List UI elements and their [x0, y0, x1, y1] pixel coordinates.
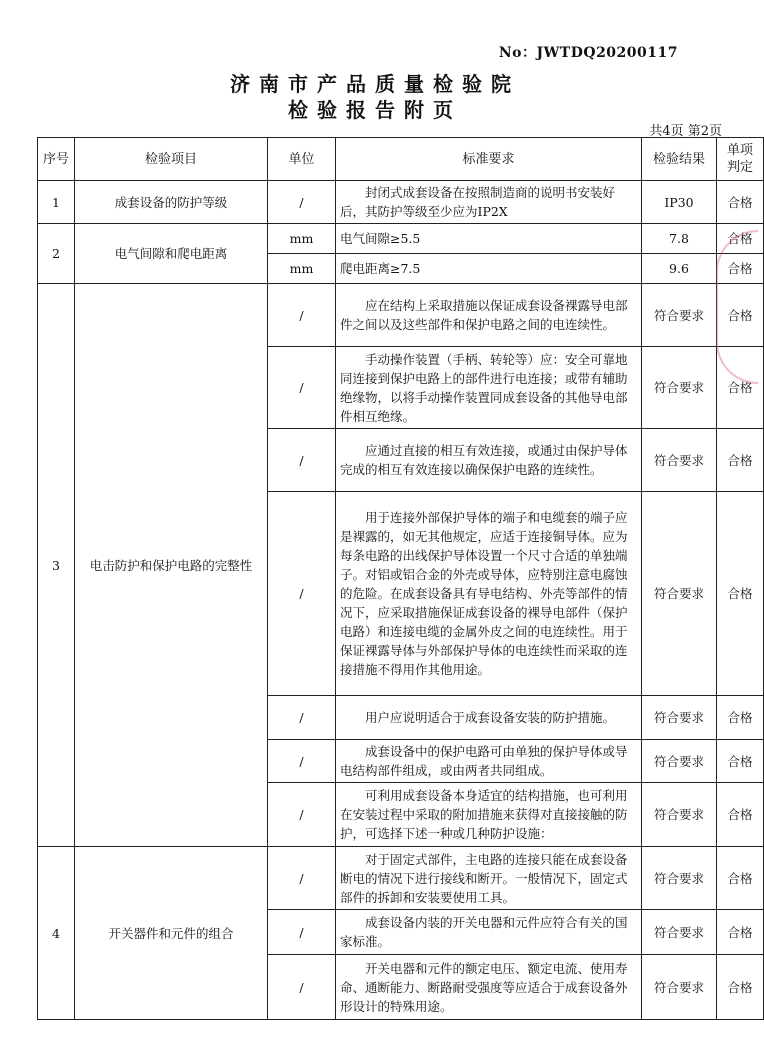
row-requirement: 应在结构上采取措施以保证成套设备裸露导电部件之间以及这些部件和保护电路之间的电连续性。: [336, 284, 642, 347]
table-row: [38, 181, 764, 224]
row-unit: /: [268, 847, 336, 910]
row-requirement: 用于连接外部保护导体的端子和电缆套的端子应是裸露的，如无其他规定，应适于连接铜导体。应为每条电路的出线保护导体设置一个尺寸合适的单独端子。对铝或铝合金的外壳或导体，应特别注意电腐蚀的危险。在成套设备具有导电结构、外壳等部件的情况下，应采取措施保证成套设备的裸导电部件（保护电路）和连接电缆的金属外皮之间的电连续性。用于保证裸露导体与外部保护导体的电连续性而采取的连接措施不得用作其他用途。: [336, 492, 642, 696]
row-result: 符合要求: [642, 429, 717, 492]
row-result: 符合要求: [642, 492, 717, 696]
row-requirement: 封闭式成套设备在按照制造商的说明书安装好后，其防护等级至少应为IP2X: [336, 181, 642, 224]
col-header-unit: 单位: [268, 138, 336, 181]
col-header-item: 检验项目: [75, 138, 268, 181]
row-result: 符合要求: [642, 910, 717, 955]
row-verdict: 合格: [717, 492, 764, 696]
report-number: No：JWTDQ20200117: [498, 45, 678, 61]
col-header-result: 检验结果: [642, 138, 717, 181]
col-header-requirement: 标准要求: [336, 138, 642, 181]
row-item: 开关器件和元件的组合: [75, 847, 268, 1020]
row-item: 电击防护和保护电路的完整性: [75, 284, 268, 847]
row-result: 符合要求: [642, 696, 717, 740]
row-verdict: 合格: [717, 696, 764, 740]
row-result: 符合要求: [642, 740, 717, 783]
row-unit: /: [268, 429, 336, 492]
row-no: 3: [38, 284, 75, 847]
row-result: 符合要求: [642, 783, 717, 847]
row-no: 2: [38, 224, 75, 284]
seal-stamp-fragment: [716, 230, 758, 384]
report-subtitle: 检验报告附页: [288, 98, 462, 122]
row-requirement: 手动操作装置（手柄、转轮等）应：安全可靠地同连接到保护电路上的部件进行电连接；或带有辅助绝缘物，以将手动操作装置同成套设备的其他导电部件相互绝缘。: [336, 347, 642, 429]
row-verdict: 合格: [717, 740, 764, 783]
row-requirement: 开关电器和元件的额定电压、额定电流、使用寿命、通断能力、断路耐受强度等应适合于成套设备外形设计的特殊用途。: [336, 955, 642, 1020]
row-result: 符合要求: [642, 284, 717, 347]
col-header-no: 序号: [38, 138, 75, 181]
row-result: IP30: [642, 181, 717, 224]
row-unit: mm: [268, 224, 336, 254]
row-requirement: 成套设备中的保护电路可由单独的保护导体或导电结构部件组成，或由两者共同组成。: [336, 740, 642, 783]
row-item: 成套设备的防护等级: [75, 181, 268, 224]
row-requirement: 应通过直接的相互有效连接，或通过由保护导体完成的相互有效连接以确保保护电路的连续性。: [336, 429, 642, 492]
col-header-verdict: 单项判定: [717, 138, 764, 181]
row-requirement: 对于固定式部件，主电路的连接只能在成套设备断电的情况下进行接线和断开。一般情况下，固定式部件的拆卸和安装要使用工具。: [336, 847, 642, 910]
row-verdict: 合格: [717, 284, 764, 347]
row-verdict: 合格: [717, 254, 764, 284]
row-result: 符合要求: [642, 955, 717, 1020]
row-no: 1: [38, 181, 75, 224]
row-unit: /: [268, 783, 336, 847]
row-unit: mm: [268, 254, 336, 284]
row-verdict: 合格: [717, 783, 764, 847]
row-unit: /: [268, 347, 336, 429]
row-verdict: 合格: [717, 847, 764, 910]
row-requirement: 电气间隙≥5.5: [336, 224, 642, 254]
row-verdict: 合格: [717, 347, 764, 429]
row-verdict: 合格: [717, 955, 764, 1020]
row-verdict: 合格: [717, 429, 764, 492]
row-result: 符合要求: [642, 347, 717, 429]
row-unit: /: [268, 955, 336, 1020]
row-unit: /: [268, 910, 336, 955]
row-item: 电气间隙和爬电距离: [75, 224, 268, 284]
row-result: 9.6: [642, 254, 717, 284]
institute-title: 济南市产品质量检验院: [230, 72, 520, 96]
table-row: [38, 224, 764, 254]
row-verdict: 合格: [717, 181, 764, 224]
row-verdict: 合格: [717, 910, 764, 955]
row-unit: /: [268, 492, 336, 696]
row-requirement: 爬电距离≥7.5: [336, 254, 642, 284]
row-verdict: 合格: [717, 224, 764, 254]
table-row: [38, 284, 764, 347]
row-result: 符合要求: [642, 847, 717, 910]
row-requirement: 成套设备内装的开关电器和元件应符合有关的国家标准。: [336, 910, 642, 955]
row-unit: /: [268, 181, 336, 224]
row-result: 7.8: [642, 224, 717, 254]
row-unit: /: [268, 696, 336, 740]
row-requirement: 可利用成套设备本身适宜的结构措施，也可利用在安装过程中采取的附加措施来获得对直接接触的防护，可选择下述一种或几种防护设施：: [336, 783, 642, 847]
row-no: 4: [38, 847, 75, 1020]
table-row: [38, 847, 764, 910]
row-unit: /: [268, 284, 336, 347]
inspection-table: [37, 137, 764, 1020]
page-indicator: 共4页 第2页: [649, 124, 722, 139]
row-unit: /: [268, 740, 336, 783]
row-requirement: 用户应说明适合于成套设备安装的防护措施。: [336, 696, 642, 740]
